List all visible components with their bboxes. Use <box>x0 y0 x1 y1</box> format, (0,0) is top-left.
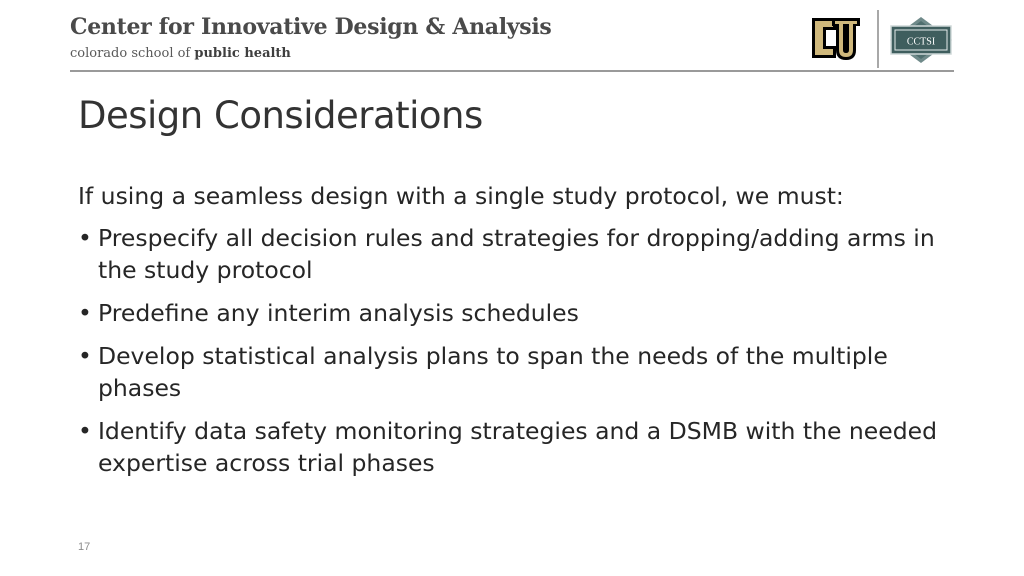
slide-title: Design Considerations <box>78 94 483 137</box>
page-number: 17 <box>78 541 91 553</box>
header-divider <box>70 70 954 72</box>
bullet-text: Predefine any interim analysis schedules <box>98 299 579 327</box>
intro-text: If using a seamless design with a single study protocol, we must: <box>78 182 844 210</box>
bullet-dot: • <box>78 417 92 445</box>
org-subtitle-bold: public health <box>194 46 291 61</box>
bullet-dot: • <box>78 342 92 370</box>
org-name: Center for Innovative Design & Analysis <box>70 14 552 40</box>
bullet-text: Prespecify all decision rules and strategies for dropping/adding arms in the study protocol <box>98 224 935 284</box>
logo-divider <box>877 10 879 68</box>
bullet-item <box>78 297 958 329</box>
slide-header <box>0 0 1024 74</box>
bullet-item <box>78 222 958 286</box>
bullet-list <box>78 222 958 479</box>
slide-body <box>78 180 958 490</box>
bullet-item <box>78 340 958 404</box>
cctsi-logo-text: CCTSI <box>906 36 936 48</box>
cctsi-logo <box>888 16 954 64</box>
bullet-text: Develop statistical analysis plans to span the needs of the multiple phases <box>98 342 888 402</box>
bullet-dot: • <box>78 224 92 252</box>
org-subtitle <box>70 46 291 61</box>
cu-logo-icon <box>808 10 864 66</box>
org-subtitle-light: colorado school of <box>70 46 195 61</box>
bullet-dot: • <box>78 299 92 327</box>
bullet-item <box>78 415 958 479</box>
bullet-text: Identify data safety monitoring strategies and a DSMB with the needed expertise across trial phases <box>98 417 938 477</box>
